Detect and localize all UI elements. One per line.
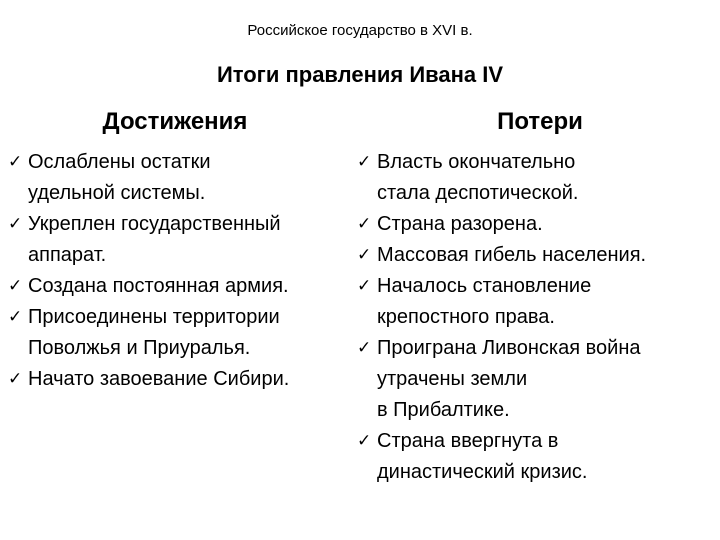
checkmark-icon: ✓ bbox=[357, 338, 372, 358]
list-item bbox=[355, 147, 715, 209]
list-item-text: Начато завоевание Сибири. bbox=[28, 368, 290, 390]
checkmark-icon: ✓ bbox=[357, 152, 372, 172]
list-item bbox=[6, 271, 356, 302]
list-item-text: Массовая гибель населения. bbox=[377, 244, 647, 266]
checkmark-icon: ✓ bbox=[8, 276, 23, 296]
list-item-text: Присоединены территории Поволжья и Приуралья. bbox=[28, 306, 280, 359]
list-item bbox=[6, 364, 356, 395]
list-item-text: Проиграна Ливонская война утрачены земли в Прибалтике. bbox=[377, 337, 641, 421]
list-item-text: Власть окончательно стала деспотической. bbox=[377, 151, 579, 204]
list-item bbox=[355, 240, 715, 271]
checkmark-icon: ✓ bbox=[357, 276, 372, 296]
list-item-text: Ослаблены остатки удельной системы. bbox=[28, 151, 211, 204]
list-item bbox=[355, 333, 715, 426]
achievements-list bbox=[6, 147, 356, 395]
list-item-text: Укреплен государственный аппарат. bbox=[28, 213, 281, 266]
checkmark-icon: ✓ bbox=[357, 431, 372, 451]
list-item-text: Страна разорена. bbox=[377, 213, 543, 235]
page-subtitle: Российское государство в XVI в. bbox=[247, 22, 473, 39]
page-title: Итоги правления Ивана IV bbox=[216, 62, 504, 87]
checkmark-icon: ✓ bbox=[357, 214, 372, 234]
list-item bbox=[6, 209, 356, 271]
losses-heading: Потери bbox=[497, 108, 583, 135]
achievements-heading: Достижения bbox=[102, 108, 248, 135]
checkmark-icon: ✓ bbox=[8, 214, 23, 234]
checkmark-icon: ✓ bbox=[8, 307, 23, 327]
checkmark-icon: ✓ bbox=[8, 369, 23, 389]
list-item-text: Началось становление крепостного права. bbox=[377, 275, 592, 328]
losses-list bbox=[355, 147, 715, 488]
list-item bbox=[355, 209, 715, 240]
list-item-text: Страна ввергнута в династический кризис. bbox=[377, 430, 588, 483]
list-item bbox=[6, 147, 356, 209]
list-item bbox=[355, 271, 715, 333]
list-item bbox=[6, 302, 356, 364]
list-item-text: Создана постоянная армия. bbox=[28, 275, 289, 297]
checkmark-icon: ✓ bbox=[357, 245, 372, 265]
checkmark-icon: ✓ bbox=[8, 152, 23, 172]
list-item bbox=[355, 426, 715, 488]
